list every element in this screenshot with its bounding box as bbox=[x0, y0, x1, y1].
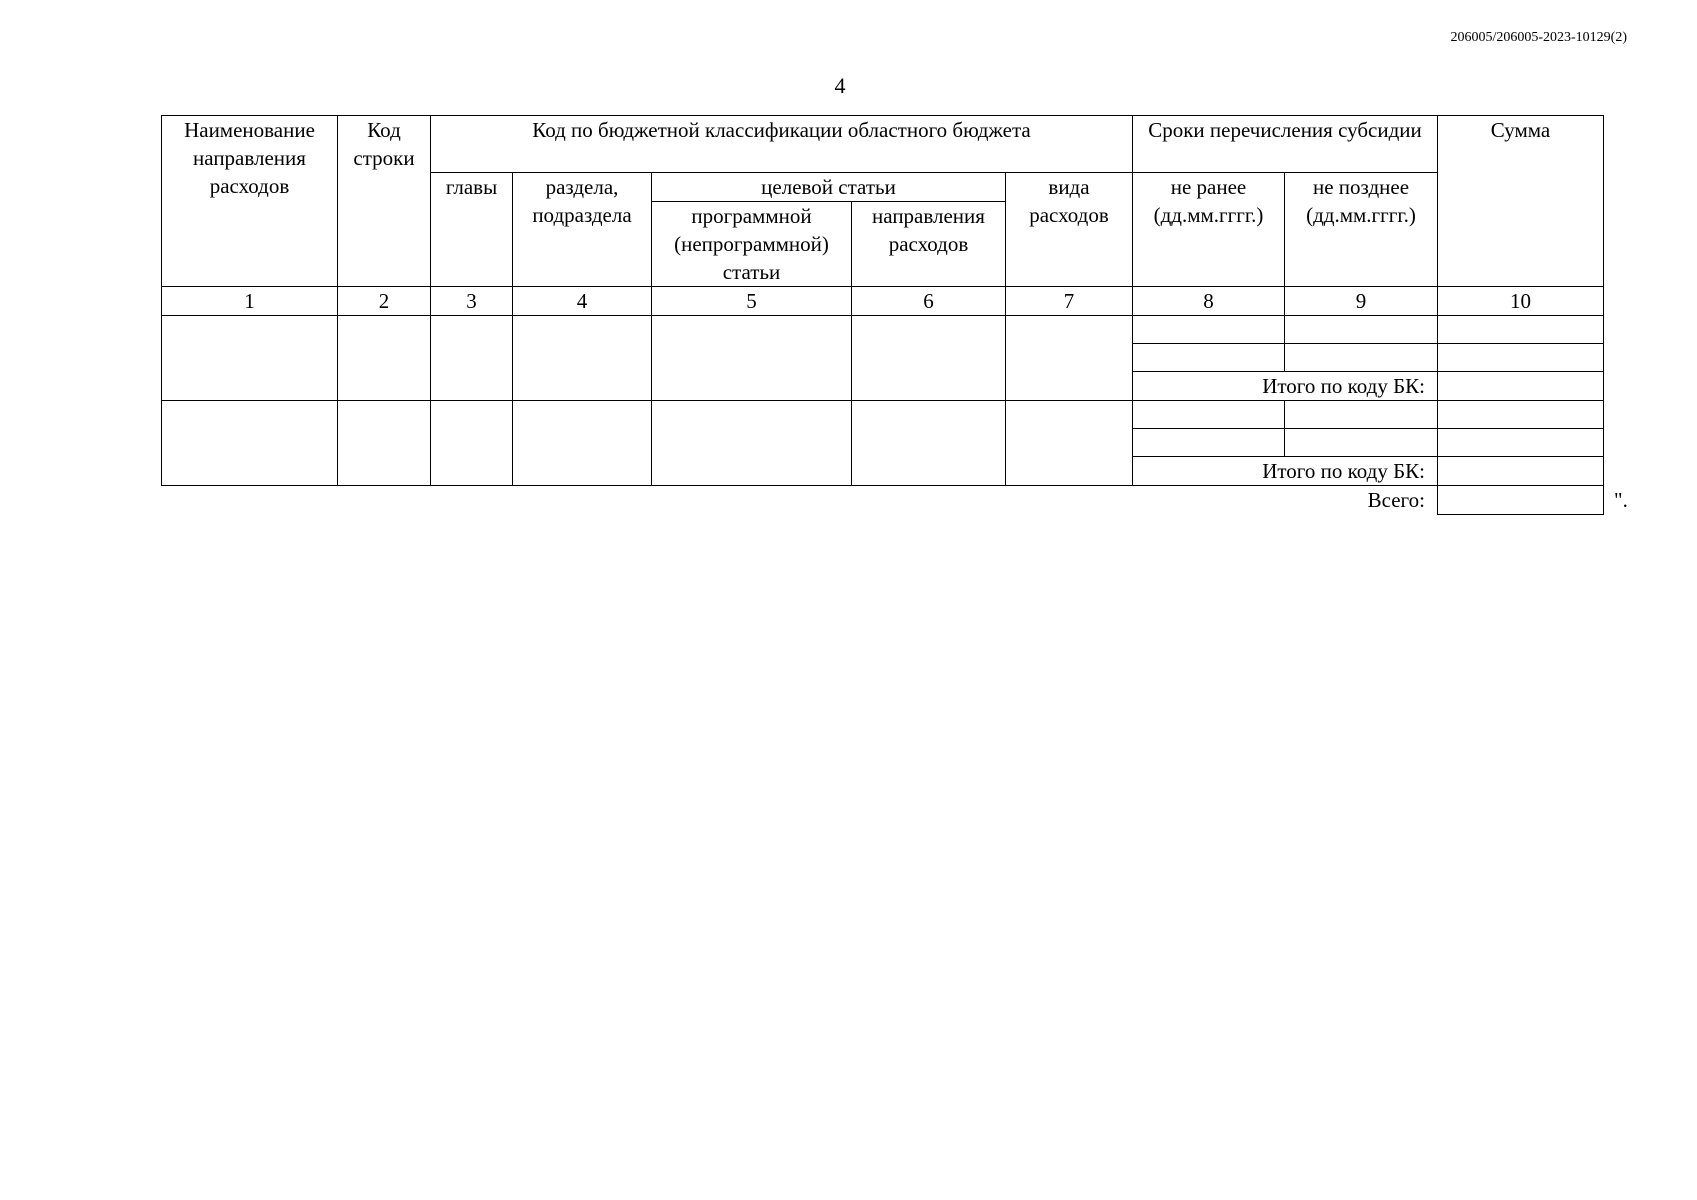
closing-quote-mark: ". bbox=[1614, 487, 1628, 512]
total-label: Всего: bbox=[1367, 488, 1425, 512]
empty-cell[interactable] bbox=[652, 316, 852, 401]
column-number: 2 bbox=[338, 287, 431, 316]
empty-cell[interactable] bbox=[652, 401, 852, 486]
total-value-cell[interactable] bbox=[1438, 486, 1604, 515]
empty-cell[interactable] bbox=[1133, 429, 1285, 457]
empty-cell[interactable] bbox=[338, 316, 431, 401]
empty-cell[interactable] bbox=[1285, 344, 1438, 372]
header-not-later: не позднее (дд.мм.гггг.) bbox=[1285, 173, 1438, 287]
empty-cell[interactable] bbox=[431, 401, 513, 486]
header-chapter: главы bbox=[431, 173, 513, 287]
empty-cell[interactable] bbox=[513, 401, 652, 486]
empty-cell[interactable] bbox=[1438, 401, 1604, 429]
empty-cell[interactable] bbox=[1438, 344, 1604, 372]
header-terms: Сроки перечисления субсидии bbox=[1133, 116, 1438, 173]
subtotal-value-cell[interactable] bbox=[1438, 457, 1604, 486]
empty-cell[interactable] bbox=[431, 316, 513, 401]
total-row bbox=[162, 486, 1644, 515]
header-target-item: целевой статьи bbox=[652, 173, 1006, 202]
header-row-code: Код строки bbox=[338, 116, 431, 287]
subtotal-value-cell[interactable] bbox=[1438, 372, 1604, 401]
empty-cell[interactable] bbox=[1285, 429, 1438, 457]
empty-cell[interactable] bbox=[1438, 429, 1604, 457]
empty-cell[interactable] bbox=[1133, 344, 1285, 372]
empty-cell[interactable] bbox=[1006, 401, 1133, 486]
empty-cell[interactable] bbox=[1285, 316, 1438, 344]
column-number: 9 bbox=[1285, 287, 1438, 316]
page-number: 4 bbox=[834, 73, 846, 98]
column-number: 5 bbox=[652, 287, 852, 316]
column-number: 6 bbox=[852, 287, 1006, 316]
empty-cell[interactable] bbox=[852, 316, 1006, 401]
empty-cell[interactable] bbox=[1438, 316, 1604, 344]
empty-cell[interactable] bbox=[1006, 316, 1133, 401]
header-sum: Сумма bbox=[1438, 116, 1604, 287]
table-row bbox=[162, 316, 1644, 344]
subtotal-label: Итого по коду БК: bbox=[1133, 372, 1438, 401]
column-number: 8 bbox=[1133, 287, 1285, 316]
subsidy-schedule-table bbox=[161, 115, 1644, 515]
empty-cell[interactable] bbox=[1133, 316, 1285, 344]
header-program-item: программной (непрограммной) статьи bbox=[652, 202, 852, 287]
column-number-row bbox=[162, 287, 1644, 316]
header-name: Наименование направления расходов bbox=[162, 116, 338, 287]
document-id: 206005/206005-2023-10129(2) bbox=[1450, 30, 1627, 45]
column-number: 3 bbox=[431, 287, 513, 316]
empty-cell[interactable] bbox=[162, 401, 338, 486]
empty-cell[interactable] bbox=[338, 401, 431, 486]
header-budget-code: Код по бюджетной классификации областного бюджета bbox=[431, 116, 1133, 173]
empty-cell[interactable] bbox=[1285, 401, 1438, 429]
empty-cell[interactable] bbox=[513, 316, 652, 401]
header-expense-direction: направления расходов bbox=[852, 202, 1006, 287]
column-number: 7 bbox=[1006, 287, 1133, 316]
empty-cell[interactable] bbox=[852, 401, 1006, 486]
column-number: 4 bbox=[513, 287, 652, 316]
column-number: 1 bbox=[162, 287, 338, 316]
empty-cell[interactable] bbox=[162, 316, 338, 401]
column-number: 10 bbox=[1438, 287, 1604, 316]
table-row bbox=[162, 401, 1644, 429]
subtotal-label: Итого по коду БК: bbox=[1133, 457, 1438, 486]
header-expense-type: вида расходов bbox=[1006, 173, 1133, 287]
empty-cell[interactable] bbox=[1133, 401, 1285, 429]
header-section: раздела, подраздела bbox=[513, 173, 652, 287]
header-not-earlier: не ранее (дд.мм.гггг.) bbox=[1133, 173, 1285, 287]
